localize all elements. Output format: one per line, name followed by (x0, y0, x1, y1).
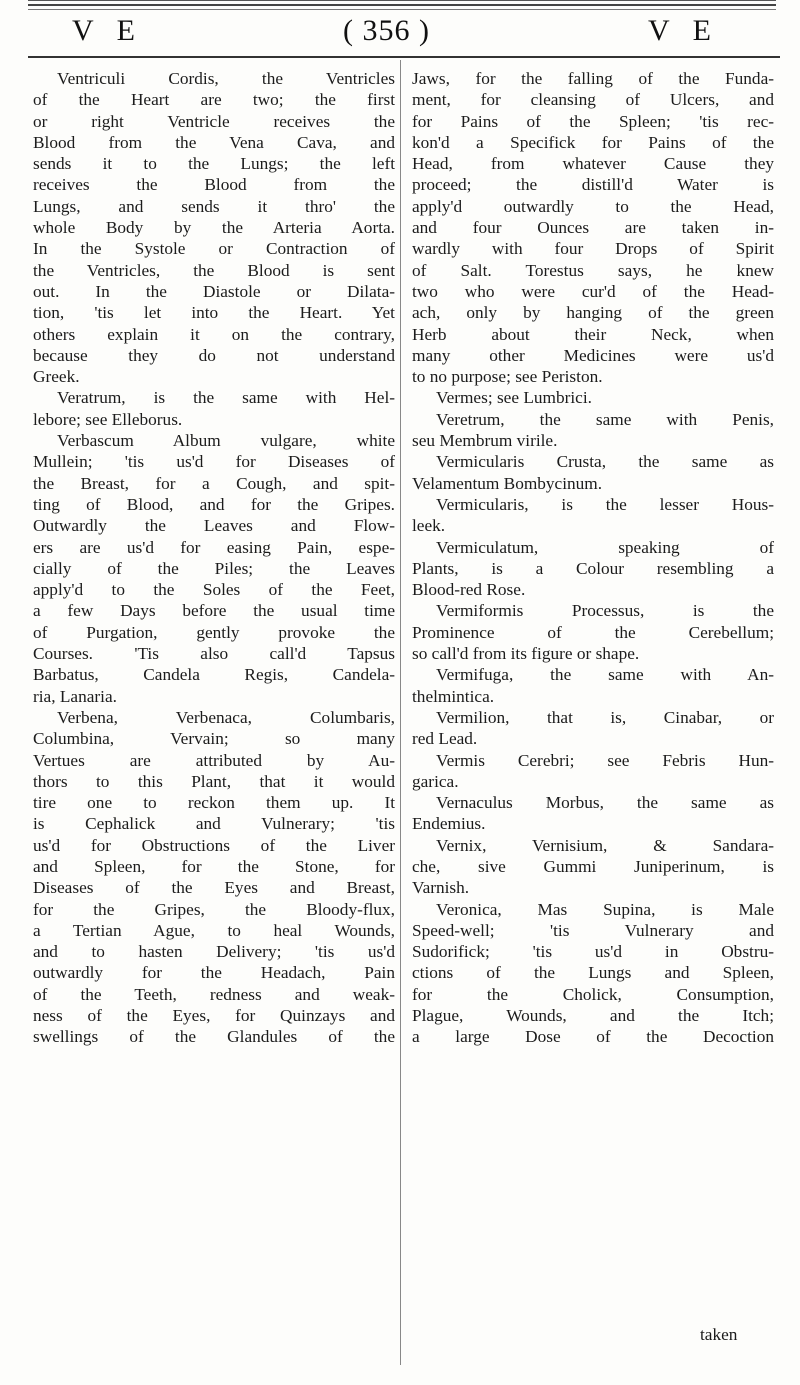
text-line: and four Ounces are taken in- (412, 218, 774, 238)
text-line: is Cephalick and Vulnerary; 'tis (33, 814, 395, 834)
text-line: ach, only by hanging of the green (412, 303, 774, 323)
text-line: of Salt. Torestus says, he knew (412, 260, 774, 280)
left-column (33, 68, 395, 1048)
text-line: thelmintica. (412, 686, 495, 706)
text-line: ria, Lanaria. (33, 686, 117, 706)
text-line: receives the Blood from the (33, 175, 395, 195)
text-line: Vernaculus Morbus, the same as (436, 793, 774, 813)
text-line: red Lead. (412, 729, 478, 749)
text-line: Plague, Wounds, and the Itch; (412, 1006, 774, 1026)
text-line: Barbatus, Candela Regis, Candela- (33, 665, 395, 685)
text-line: because they do not understand (33, 345, 395, 365)
text-line: Head, from whatever Cause they (412, 154, 774, 174)
text-line: tion, 'tis let into the Heart. Yet (33, 303, 395, 323)
text-line: Velamentum Bombycinum. (412, 473, 603, 493)
text-line: Lungs, and sends it thro' the (33, 196, 395, 216)
text-line: Herb about their Neck, when (412, 324, 774, 344)
page-number: ( 356 ) (343, 14, 430, 47)
text-line: outwardly for the Headach, Pain (33, 963, 395, 983)
text-line: of Purgation, gently provoke the (33, 622, 395, 642)
text-line: of the Heart are two; the first (33, 90, 395, 110)
text-line: a few Days before the usual time (33, 601, 395, 621)
text-line: Ventriculi Cordis, the Ventricles (57, 69, 395, 88)
text-line: ers are us'd for easing Pain, espe- (33, 537, 395, 557)
text-line: Veronica, Mas Supina, is Male (436, 899, 774, 919)
text-line: thors to this Plant, that it would (33, 771, 395, 791)
catchword: taken (700, 1325, 738, 1344)
text-line: sends it to the Lungs; the left (33, 154, 395, 174)
top-border-rule (28, 0, 776, 1)
text-line: garica. (412, 771, 459, 791)
text-line: to no purpose; see Periston. (412, 367, 603, 387)
text-line: Columbina, Vervain; so many (33, 729, 395, 749)
text-line: Verbena, Verbenaca, Columbaris, (57, 707, 395, 727)
text-line: so call'd from its figure or shape. (412, 644, 640, 664)
text-line: tire one to reckon them up. It (33, 793, 395, 813)
text-line: Vermiculatum, speaking of (436, 537, 774, 557)
text-line: ting of Blood, and for the Gripes. (33, 494, 395, 514)
text-line: ctions of the Lungs and Spleen, (412, 963, 774, 983)
text-line: Vermilion, that is, Cinabar, or (436, 707, 774, 727)
column-divider (400, 60, 401, 1365)
text-line: In the Systole or Contraction of (33, 239, 395, 259)
text-line: che, sive Gummi Juniperinum, is (412, 856, 774, 876)
right-column (412, 68, 774, 1048)
text-line: Jaws, for the falling of the Funda- (412, 69, 774, 88)
header-left: V E (72, 14, 143, 47)
text-line: the Breast, for a Cough, and spit- (33, 473, 395, 493)
text-line: Speed-well; 'tis Vulnerary and (412, 920, 774, 940)
text-line: swellings of the Glandules of the (33, 1027, 395, 1047)
text-line: Diseases of the Eyes and Breast, (33, 878, 395, 898)
text-line: others explain it on the contrary, (33, 324, 395, 344)
header-rule (28, 56, 780, 58)
text-line: leek. (412, 516, 446, 536)
text-line: us'd for Obstructions of the Liver (33, 835, 395, 855)
text-line: for the Gripes, the Bloody-flux, (33, 899, 395, 919)
text-line: Plants, is a Colour resembling a (412, 558, 774, 578)
text-line: Verbascum Album vulgare, white (57, 431, 395, 451)
text-line: ness of the Eyes, for Quinzays and (33, 1006, 395, 1026)
text-line: whole Body by the Arteria Aorta. (33, 218, 395, 238)
text-line: Mullein; 'tis us'd for Diseases of (33, 452, 395, 472)
text-line: Blood-red Rose. (412, 580, 526, 600)
text-line: and to hasten Delivery; 'tis us'd (33, 942, 395, 962)
running-header (0, 14, 800, 54)
text-line: seu Membrum virile. (412, 431, 558, 451)
text-line: Outwardly the Leaves and Flow- (33, 516, 395, 536)
text-line: Vernix, Vernisium, & Sandara- (436, 835, 774, 855)
text-line: lebore; see Elleborus. (33, 409, 183, 429)
text-line: ment, for cleansing of Ulcers, and (412, 90, 774, 110)
text-line: for Pains of the Spleen; 'tis rec- (412, 111, 774, 131)
text-line: Vermes; see Lumbrici. (436, 388, 592, 408)
text-line: many other Medicines were us'd (412, 345, 774, 365)
text-line: Courses. 'Tis also call'd Tapsus (33, 644, 395, 664)
text-line: for the Cholick, Consumption, (412, 984, 774, 1004)
text-line: Veratrum, is the same with Hel- (57, 388, 395, 408)
top-border-rule (28, 4, 776, 6)
text-line: proceed; the distill'd Water is (412, 175, 774, 195)
text-line: Vermicularis Crusta, the same as (436, 452, 774, 472)
text-line: Vermis Cerebri; see Febris Hun- (436, 750, 774, 770)
text-line: a large Dose of the Decoction (412, 1027, 774, 1047)
text-line: kon'd a Specifick for Pains of the (412, 132, 774, 152)
text-line: Endemius. (412, 814, 486, 834)
text-line: a Tertian Ague, to heal Wounds, (33, 920, 395, 940)
text-line: wardly with four Drops of Spirit (412, 239, 774, 259)
text-line: the Ventricles, the Blood is sent (33, 260, 395, 280)
text-line: Blood from the Vena Cava, and (33, 132, 395, 152)
text-line: Prominence of the Cerebellum; (412, 622, 774, 642)
text-line: out. In the Diastole or Dilata- (33, 281, 395, 301)
header-right: V E (648, 14, 719, 47)
text-line: apply'd to the Soles of the Feet, (33, 580, 395, 600)
text-line: of the Teeth, redness and weak- (33, 984, 395, 1004)
text-line: Sudorifick; 'tis us'd in Obstru- (412, 942, 774, 962)
text-line: Veretrum, the same with Penis, (436, 409, 774, 429)
text-line: and Spleen, for the Stone, for (33, 856, 395, 876)
text-line: or right Ventricle receives the (33, 111, 395, 131)
top-border-rule (28, 9, 776, 10)
text-line: two who were cur'd of the Head- (412, 281, 774, 301)
text-line: Vermiformis Processus, is the (436, 601, 774, 621)
text-line: Varnish. (412, 878, 470, 898)
text-line: Vertues are attributed by Au- (33, 750, 395, 770)
text-line: Vermifuga, the same with An- (436, 665, 774, 685)
text-line: apply'd outwardly to the Head, (412, 196, 774, 216)
text-line: Vermicularis, is the lesser Hous- (436, 494, 774, 514)
text-line: cially of the Piles; the Leaves (33, 558, 395, 578)
text-line: Greek. (33, 367, 80, 387)
